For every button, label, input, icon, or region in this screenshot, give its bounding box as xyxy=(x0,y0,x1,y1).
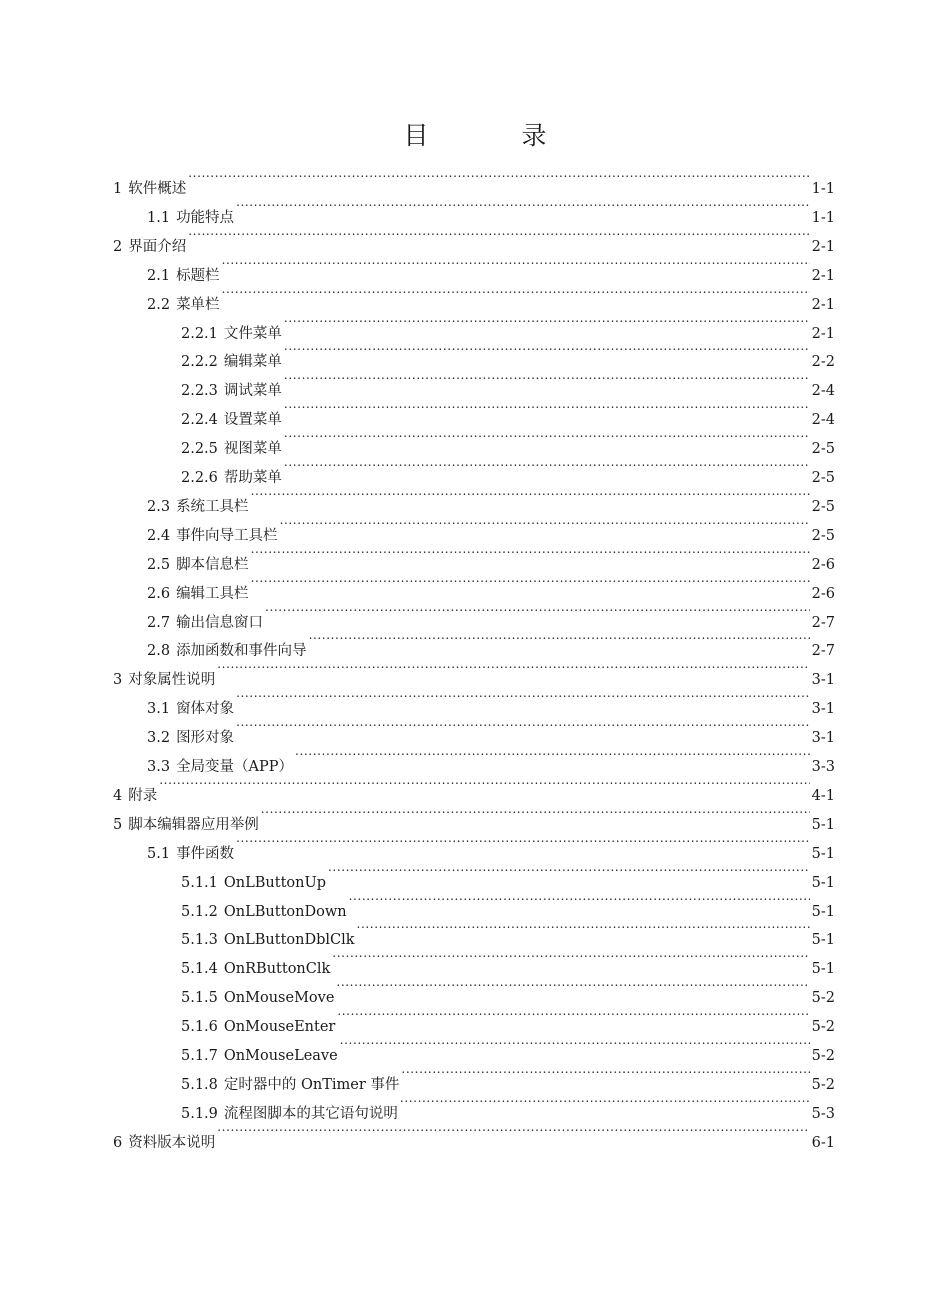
toc-entry[interactable] xyxy=(0,1119,950,1151)
toc-dot-leader xyxy=(349,888,810,916)
toc-dot-leader xyxy=(159,772,809,800)
toc-entry-title: 流程图脚本的其它语句说明 xyxy=(223,1105,398,1122)
toc-entry[interactable] xyxy=(0,714,950,747)
toc-page-number: 2-7 xyxy=(811,643,835,660)
toc-entry-title: OnLButtonDblClk xyxy=(223,932,355,949)
toc-entry-number: 4 xyxy=(113,787,123,804)
toc-entry-title: 全局变量（APP） xyxy=(176,759,294,775)
toc-entry-title: 脚本编辑器应用举例 xyxy=(128,816,259,833)
toc-dot-leader xyxy=(251,483,810,511)
toc-dot-leader xyxy=(284,338,810,366)
toc-page-number: 5-1 xyxy=(811,874,835,891)
toc-entry-number: 2.5 xyxy=(147,556,171,573)
toc-entry-number: 1.1 xyxy=(147,209,171,226)
toc-dot-leader xyxy=(280,512,810,540)
toc-page-number: 2-5 xyxy=(811,498,835,515)
toc-page-number: 3-3 xyxy=(811,759,835,775)
toc-entry-number: 2 xyxy=(113,238,123,255)
toc-page-number: 4-1 xyxy=(811,787,835,804)
toc-entry[interactable] xyxy=(0,1032,950,1064)
toc-entry-title: OnMouseLeave xyxy=(223,1048,338,1064)
toc-entry[interactable] xyxy=(0,165,950,197)
toc-entry-title: OnMouseMove xyxy=(223,990,335,1007)
toc-page-number: 2-5 xyxy=(811,470,835,486)
toc-dot-leader xyxy=(236,685,810,713)
toc-entry-title: 帮助菜单 xyxy=(223,470,282,486)
toc-entry[interactable] xyxy=(0,194,950,226)
toc-dot-leader xyxy=(284,396,810,424)
toc-entry-title: 编辑菜单 xyxy=(223,354,282,371)
toc-entry[interactable] xyxy=(0,338,950,371)
toc-dot-leader xyxy=(188,223,809,251)
toc-entry[interactable] xyxy=(0,367,950,400)
toc-page-number: 2-1 xyxy=(811,267,835,284)
toc-entry[interactable] xyxy=(0,454,950,486)
toc-entry[interactable] xyxy=(0,974,950,1007)
toc-entry[interactable] xyxy=(0,310,950,342)
toc-entry-title: 事件函数 xyxy=(176,845,235,862)
toc-page-number: 5-1 xyxy=(811,932,835,949)
toc-page-number: 5-1 xyxy=(811,845,835,862)
toc-entry-number: 2.3 xyxy=(147,498,171,515)
toc-dot-leader xyxy=(332,945,809,973)
toc-entry-number: 2.7 xyxy=(147,614,171,631)
toc-dot-leader xyxy=(251,541,810,569)
toc-entry-number: 5.1.7 xyxy=(181,1048,218,1064)
toc-entry-title: 界面介绍 xyxy=(128,238,187,255)
toc-page-number: 2-7 xyxy=(811,614,835,631)
toc-dot-leader xyxy=(336,974,809,1002)
toc-entry-number: 2.2.4 xyxy=(181,412,218,429)
toc-page-number: 3-1 xyxy=(811,730,835,747)
toc-entry[interactable] xyxy=(0,801,950,833)
toc-entry-title: 视图菜单 xyxy=(223,441,282,458)
toc-entry[interactable] xyxy=(0,627,950,660)
toc-page-number: 6-1 xyxy=(811,1134,835,1151)
toc-entry-title: 菜单栏 xyxy=(176,296,220,313)
toc-dot-leader xyxy=(400,1090,810,1118)
toc-entry-title: 系统工具栏 xyxy=(176,498,249,515)
toc-entry-title: 定时器中的 OnTimer 事件 xyxy=(223,1076,400,1093)
toc-dot-leader xyxy=(261,801,810,829)
toc-entry[interactable] xyxy=(0,541,950,573)
toc-page-number: 2-6 xyxy=(811,556,835,573)
toc-entry-number: 5.1.4 xyxy=(181,961,218,978)
toc-entry-number: 5.1.9 xyxy=(181,1105,218,1122)
toc-entry-title: 事件向导工具栏 xyxy=(176,527,278,544)
toc-entry-title: 脚本信息栏 xyxy=(176,556,249,573)
toc-page-number: 2-1 xyxy=(811,325,835,342)
toc-entry-number: 2.8 xyxy=(147,643,171,660)
toc-entry[interactable] xyxy=(0,281,950,313)
toc-dot-leader xyxy=(309,627,810,655)
toc-entry[interactable] xyxy=(0,512,950,544)
toc-entry[interactable] xyxy=(0,945,950,978)
toc-entry[interactable] xyxy=(0,830,950,862)
toc-entry-number: 2.2.1 xyxy=(181,325,218,342)
toc-entry[interactable] xyxy=(0,1061,950,1093)
toc-entry[interactable] xyxy=(0,888,950,920)
toc-entry-title: 文件菜单 xyxy=(223,325,282,342)
toc-entry[interactable] xyxy=(0,396,950,429)
toc-dot-leader xyxy=(188,165,809,193)
toc-entry[interactable] xyxy=(0,1003,950,1036)
toc-dot-leader xyxy=(284,310,810,338)
toc-page-number: 5-1 xyxy=(811,961,835,978)
toc-entry[interactable] xyxy=(0,483,950,515)
toc-entry[interactable] xyxy=(0,916,950,949)
toc-entry-title: 调试菜单 xyxy=(223,383,282,400)
toc-entry-title: OnRButtonClk xyxy=(223,961,331,978)
toc-dot-leader xyxy=(251,570,810,598)
toc-dot-leader xyxy=(284,367,810,395)
toc-dot-leader xyxy=(401,1061,809,1089)
toc-entry-number: 2.6 xyxy=(147,585,171,602)
toc-entry-number: 2.2.2 xyxy=(181,354,218,371)
toc-entry-title: 对象属性说明 xyxy=(128,672,216,689)
toc-dot-leader xyxy=(236,714,810,742)
toc-dot-leader xyxy=(236,830,810,858)
toc-entry[interactable] xyxy=(0,685,950,718)
toc-page-number: 2-1 xyxy=(811,296,835,313)
toc-entry-number: 6 xyxy=(113,1134,123,1151)
toc-entry-number: 3.2 xyxy=(147,730,171,747)
toc-page-number: 2-4 xyxy=(811,383,835,400)
toc-entry-title: 附录 xyxy=(128,787,158,804)
toc-page-number: 1-1 xyxy=(811,209,835,226)
toc-entry-title: 软件概述 xyxy=(128,181,187,197)
toc-page-number: 5-2 xyxy=(811,1048,835,1064)
toc-entry[interactable] xyxy=(0,570,950,602)
toc-page-number: 3-1 xyxy=(811,701,835,718)
toc-page-number: 5-2 xyxy=(811,990,835,1007)
page-title: 目 录 xyxy=(403,121,581,150)
toc-page-number: 5-1 xyxy=(811,816,835,833)
toc-entry[interactable] xyxy=(0,252,950,284)
toc-entry[interactable] xyxy=(0,656,950,689)
toc-entry[interactable] xyxy=(0,425,950,458)
toc-entry-title: OnLButtonUp xyxy=(223,874,326,891)
toc-entry-number: 5.1.6 xyxy=(181,1019,218,1036)
toc-entry-title: OnMouseEnter xyxy=(223,1019,336,1036)
toc-entry-number: 5.1.5 xyxy=(181,990,218,1007)
toc-dot-leader xyxy=(265,599,810,627)
toc-entry-number: 5.1.1 xyxy=(181,874,218,891)
toc-dot-leader xyxy=(236,194,810,222)
toc-entry-title: 功能特点 xyxy=(176,209,235,226)
toc-entry-number: 2.2 xyxy=(147,296,171,313)
toc-dot-leader xyxy=(295,743,810,771)
toc-entry-number: 5.1.8 xyxy=(181,1076,218,1093)
toc-entry-number: 2.2.3 xyxy=(181,383,218,400)
toc-page-number: 2-1 xyxy=(811,238,835,255)
toc-page-number: 2-2 xyxy=(811,354,835,371)
toc-entry-number: 3.1 xyxy=(147,701,171,718)
toc-entry-number: 3.3 xyxy=(147,759,171,775)
toc-entry-number: 2.2.5 xyxy=(181,441,218,458)
toc-page-number: 5-3 xyxy=(811,1105,835,1122)
toc-dot-leader xyxy=(222,252,810,280)
toc-entry-title: 输出信息窗口 xyxy=(176,614,264,631)
toc-entry[interactable] xyxy=(0,223,950,255)
toc-entry-title: 图形对象 xyxy=(176,730,235,747)
toc-entry-number: 2.2.6 xyxy=(181,470,218,486)
toc-entry-title: 窗体对象 xyxy=(176,701,235,718)
toc-page-number: 5-1 xyxy=(811,903,835,920)
toc-dot-leader xyxy=(357,916,810,944)
toc-entry-number: 2.1 xyxy=(147,267,171,284)
toc-page-number: 5-2 xyxy=(811,1019,835,1036)
toc-page-number: 2-4 xyxy=(811,412,835,429)
toc-dot-leader xyxy=(217,1119,809,1147)
toc-page-number: 1-1 xyxy=(811,181,835,197)
toc-entry[interactable] xyxy=(0,772,950,804)
toc-page-number: 5-2 xyxy=(811,1076,835,1093)
toc-dot-leader xyxy=(284,425,810,453)
toc-entry-number: 5.1.2 xyxy=(181,903,218,920)
toc-page-number: 2-6 xyxy=(811,585,835,602)
toc-entry-number: 3 xyxy=(113,672,123,689)
toc-page-number: 2-5 xyxy=(811,441,835,458)
toc-dot-leader xyxy=(217,656,809,684)
toc-entry-number: 1 xyxy=(113,181,123,197)
toc-dot-leader xyxy=(222,281,810,309)
toc-entry[interactable] xyxy=(0,859,950,891)
toc-entry-number: 2.4 xyxy=(147,527,171,544)
toc-entry-title: OnLButtonDown xyxy=(223,903,347,920)
toc-entry[interactable] xyxy=(0,599,950,631)
toc-entry[interactable] xyxy=(0,1090,950,1122)
toc-entry-number: 5 xyxy=(113,816,123,833)
toc-entry[interactable] xyxy=(0,743,950,775)
toc-entry-title: 添加函数和事件向导 xyxy=(176,643,307,660)
toc-entry-label xyxy=(113,1129,215,1157)
toc-entry-title: 编辑工具栏 xyxy=(176,585,249,602)
toc-entry-number: 5.1.3 xyxy=(181,932,218,949)
toc-dot-leader xyxy=(328,859,810,887)
toc-entry-number: 5.1 xyxy=(147,845,171,862)
toc-dot-leader xyxy=(340,1032,810,1060)
toc-dot-leader xyxy=(284,454,810,482)
toc-entry-title: 标题栏 xyxy=(176,267,220,284)
toc-page-number: 2-5 xyxy=(811,527,835,544)
toc-page-number: 3-1 xyxy=(811,672,835,689)
toc-dot-leader xyxy=(337,1003,809,1031)
toc-entry-title: 设置菜单 xyxy=(223,412,282,429)
toc-entry-title: 资料版本说明 xyxy=(128,1134,216,1151)
